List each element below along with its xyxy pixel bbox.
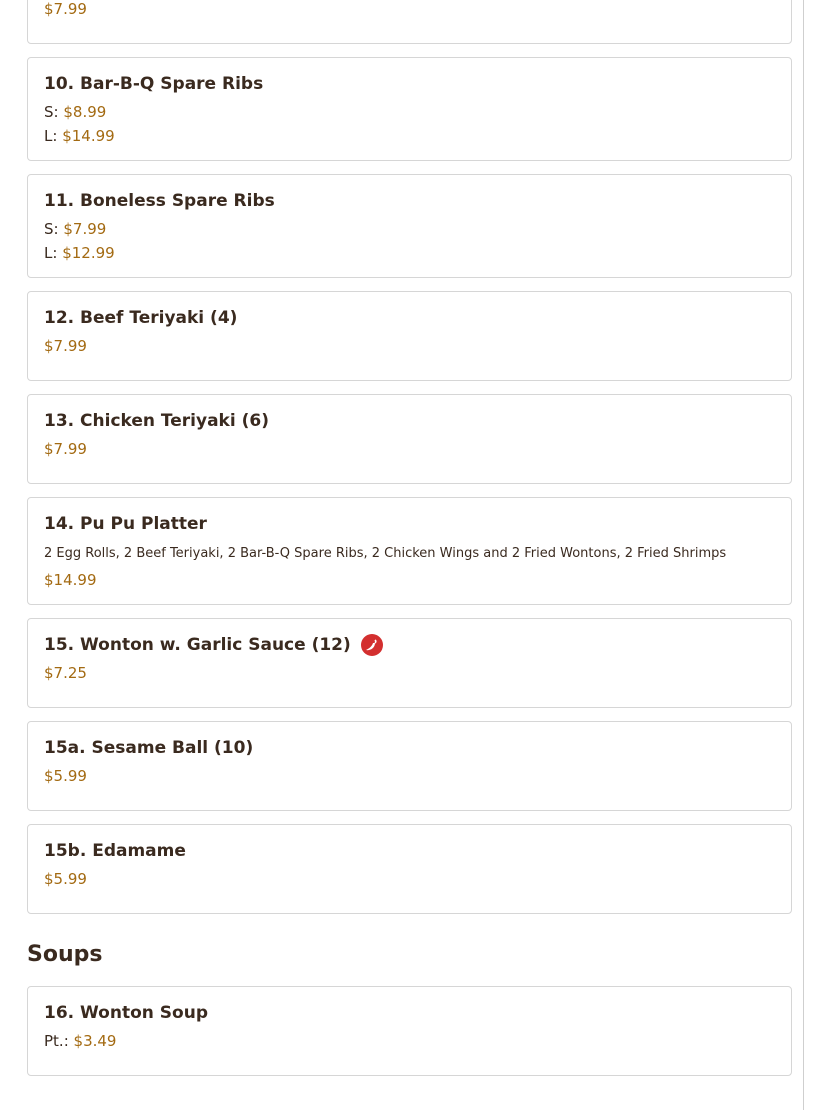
price-line [44,440,775,458]
menu-item-card[interactable] [27,174,792,278]
price-line [44,337,775,355]
menu-item-name: 11. Boneless Spare Ribs [44,191,275,211]
price-line [44,571,775,589]
section-title-soups: Soups [27,942,103,967]
menu-item-title [44,410,775,432]
price-value: $3.49 [73,1032,117,1050]
menu-item-card[interactable] [27,497,792,605]
price-line [44,127,775,145]
price-value: $7.99 [44,440,87,458]
price-size-label: L: [44,244,58,262]
price-line [44,103,775,121]
menu-item-card[interactable] [27,0,792,44]
price-line [44,870,775,888]
menu-item-title [44,737,775,759]
menu-item-name: 13. Chicken Teriyaki (6) [44,411,269,431]
menu-item-title [44,190,775,212]
menu-item-description: 2 Egg Rolls, 2 Beef Teriyaki, 2 Bar-B-Q Spare Ribs, 2 Chicken Wings and 2 Fried Wontons, 2 Fried Shrimps [44,546,727,561]
price-value: $5.99 [44,767,87,785]
soups-list [27,986,792,1076]
menu-item-card[interactable] [27,291,792,381]
menu-item-title [44,73,775,95]
menu-item-card[interactable] [27,394,792,484]
appetizers-list [27,0,792,914]
price-value: $5.99 [44,870,87,888]
price-line [44,767,775,785]
menu-item-title [44,307,775,329]
menu-item-name: 15a. Sesame Ball (10) [44,738,254,758]
menu-list [27,0,792,1089]
price-line [44,1032,775,1050]
menu-item-name: 15b. Edamame [44,841,186,861]
menu-item-card[interactable] [27,986,792,1076]
price-size-label: L: [44,127,58,145]
menu-item-card[interactable] [27,57,792,161]
price-size-label: S: [44,220,59,238]
price-value: $14.99 [44,571,97,589]
price-value: $12.99 [62,244,115,262]
price-value: $7.99 [44,337,87,355]
price-line [44,244,775,262]
price-value: $7.25 [44,664,87,682]
price-size-label: S: [44,103,59,121]
price-value: $8.99 [63,103,107,121]
menu-item-name: 15. Wonton w. Garlic Sauce (12) [44,635,351,655]
menu-item-card[interactable] [27,618,792,708]
menu-item-name: 12. Beef Teriyaki (4) [44,308,238,328]
menu-item-card[interactable] [27,721,792,811]
menu-item-title [44,840,775,862]
menu-item-name: 10. Bar-B-Q Spare Ribs [44,74,264,94]
menu-item-title [44,634,775,656]
menu-item-name: 14. Pu Pu Platter [44,514,207,534]
chili-pepper-icon [361,634,383,656]
scrollbar-track[interactable] [803,0,804,1110]
price-line [44,664,775,682]
menu-item-title [44,1002,775,1024]
price-line [44,220,775,238]
price-value: $7.99 [44,0,87,18]
menu-item-title [44,513,775,535]
price-value: $7.99 [63,220,107,238]
menu-item-name: 16. Wonton Soup [44,1003,208,1023]
menu-item-card[interactable] [27,824,792,914]
price-value: $14.99 [62,127,115,145]
price-size-label: Pt.: [44,1032,69,1050]
price-line [44,0,775,18]
